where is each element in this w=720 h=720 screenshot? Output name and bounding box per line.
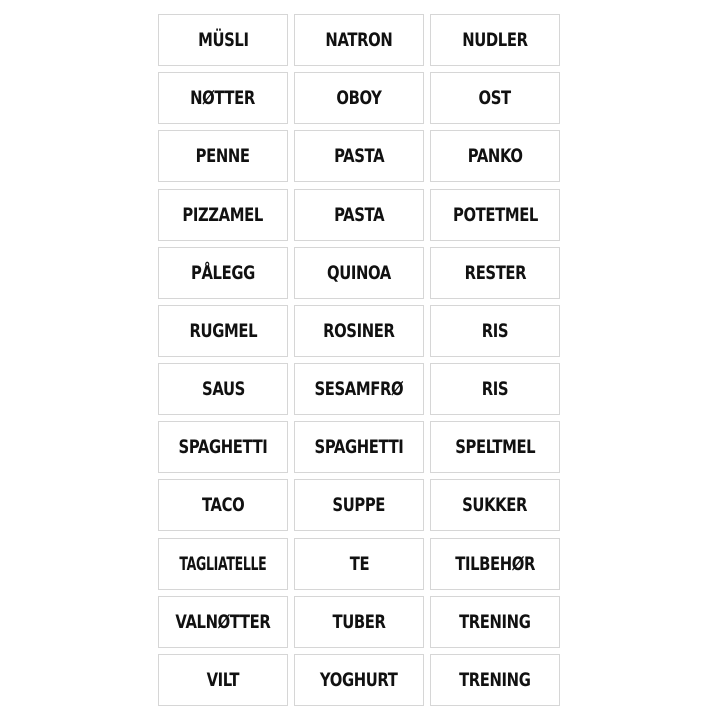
label-card [158, 479, 288, 531]
label-text: TAGLIATELLE [179, 552, 267, 575]
label-card [294, 72, 424, 124]
label-text: PIZZAMEL [182, 203, 264, 226]
label-text: TRENING [459, 668, 531, 691]
label-text: SPAGHETTI [178, 436, 268, 459]
label-card [294, 14, 424, 66]
label-card [158, 363, 288, 415]
label-card [430, 479, 560, 531]
label-text: VALNØTTER [175, 610, 271, 633]
label-text: TILBEHØR [455, 552, 535, 575]
label-card [158, 305, 288, 357]
label-card [294, 363, 424, 415]
label-card [430, 363, 560, 415]
label-card [158, 14, 288, 66]
label-text: PENNE [196, 145, 250, 168]
label-text: VILT [206, 668, 240, 691]
label-sheet [158, 14, 562, 708]
label-text: RESTER [464, 261, 526, 284]
label-text: PÅLEGG [191, 261, 255, 284]
label-card [294, 654, 424, 706]
label-text: SAUS [201, 378, 245, 401]
label-card [294, 421, 424, 473]
label-text: NUDLER [462, 29, 528, 51]
label-card [294, 596, 424, 648]
label-text: SPELTMEL [455, 436, 535, 459]
label-text: POTETMEL [452, 203, 538, 226]
label-text: TRENING [459, 610, 531, 633]
label-text: OST [478, 87, 512, 110]
label-card [430, 538, 560, 590]
label-card [294, 305, 424, 357]
label-card [294, 189, 424, 241]
label-text: PASTA [333, 203, 385, 226]
label-text: NATRON [325, 29, 393, 51]
label-card [430, 305, 560, 357]
label-text: RIS [481, 378, 509, 401]
label-card [294, 538, 424, 590]
label-text: OBOY [336, 87, 382, 110]
label-text: YOGHURT [320, 668, 398, 691]
label-card [158, 72, 288, 124]
label-text: RUGMEL [189, 319, 257, 342]
label-text: RIS [481, 319, 509, 342]
label-card [430, 72, 560, 124]
label-text: TUBER [332, 610, 386, 633]
label-card [158, 189, 288, 241]
label-card [294, 479, 424, 531]
label-text: ROSINER [323, 319, 395, 342]
label-card [430, 189, 560, 241]
label-card [158, 247, 288, 299]
label-card [158, 130, 288, 182]
label-card [430, 130, 560, 182]
label-card [158, 596, 288, 648]
label-text: SESAMFRØ [314, 378, 404, 401]
label-card [430, 247, 560, 299]
label-text: TACO [201, 494, 245, 517]
label-card [430, 654, 560, 706]
label-card [158, 421, 288, 473]
label-card [430, 14, 560, 66]
label-text: SUKKER [462, 494, 528, 517]
label-card [158, 654, 288, 706]
label-text: QUINOA [327, 261, 391, 284]
label-card [430, 596, 560, 648]
label-text: SPAGHETTI [314, 436, 404, 459]
label-text: PANKO [467, 145, 523, 168]
label-card [294, 130, 424, 182]
label-text: MÜSLI [197, 29, 249, 51]
label-text: PASTA [333, 145, 385, 168]
label-card [294, 247, 424, 299]
label-text: SUPPE [332, 494, 386, 517]
label-card [158, 538, 288, 590]
label-text: TE [349, 552, 369, 575]
label-text: NØTTER [190, 87, 256, 110]
label-card [430, 421, 560, 473]
